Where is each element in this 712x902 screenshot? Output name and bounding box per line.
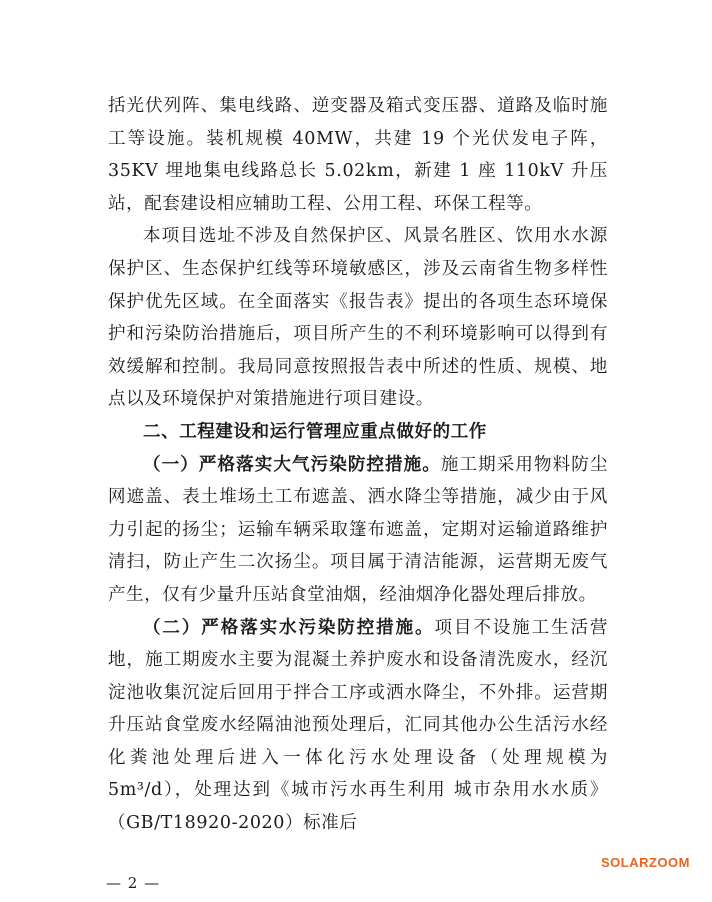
- page-number: — 2 —: [106, 874, 161, 892]
- item-air-pollution: [108, 449, 608, 612]
- paragraph-site-selection: 本项目选址不涉及自然保护区、风景名胜区、饮用水水源保护区、生态保护红线等环境敏感区，涉及云南省生物多样性保护优先区域。在全面落实《报告表》提出的各项生态环境保护和污染防治措施后，项目所产生的不利环境影响可以得到有效缓解和控制。我局同意按照报告表中所述的性质、规模、地点以及环境保护对策措施进行项目建设。: [108, 226, 608, 410]
- document-body: [108, 90, 608, 840]
- item-water-pollution: [108, 612, 608, 840]
- solarzoom-watermark: SOLARZOOM: [601, 855, 690, 870]
- item-water-pollution-text: 项目不设施工生活营地，施工期废水主要为混凝土养护废水和设备清洗废水，经沉淀池收集沉淀后回用于拌合工序或洒水降尘，不外排。运营期升压站食堂废水经隔油池预处理后，汇同其他办公生活污水经化粪池处理后进入一体化污水处理设备（处理规模为 5m³/d），处理达到《城市污水再生利用 城市杂用水水质》（GB/T18920-2020）标准后: [108, 617, 608, 834]
- section-heading: 二、工程建设和运行管理应重点做好的工作: [143, 421, 487, 442]
- item-water-pollution-lead: （二）严格落实水污染防控措施。: [143, 617, 435, 638]
- item-air-pollution-text: 施工期采用物料防尘网遮盖、表土堆场土工布遮盖、洒水降尘等措施，减少由于风力引起的扬尘；运输车辆采取篷布遮盖，定期对运输道路维护清扫，防止产生二次扬尘。项目属于清洁能源，运营期无废气产生，仅有少量升压站食堂油烟，经油烟净化器处理后排放。: [108, 454, 608, 605]
- paragraph-project-scope: 括光伏列阵、集电线路、逆变器及箱式变压器、道路及临时施工等设施。装机规模 40MW，共建 19 个光伏发电子阵，35KV 埋地集电线路总长 5.02km，新建 1 座 110kV 升压站，配套建设相应辅助工程、公用工程、环保工程等。: [108, 96, 608, 214]
- item-air-pollution-lead: （一）严格落实大气污染防控措施。: [143, 454, 441, 475]
